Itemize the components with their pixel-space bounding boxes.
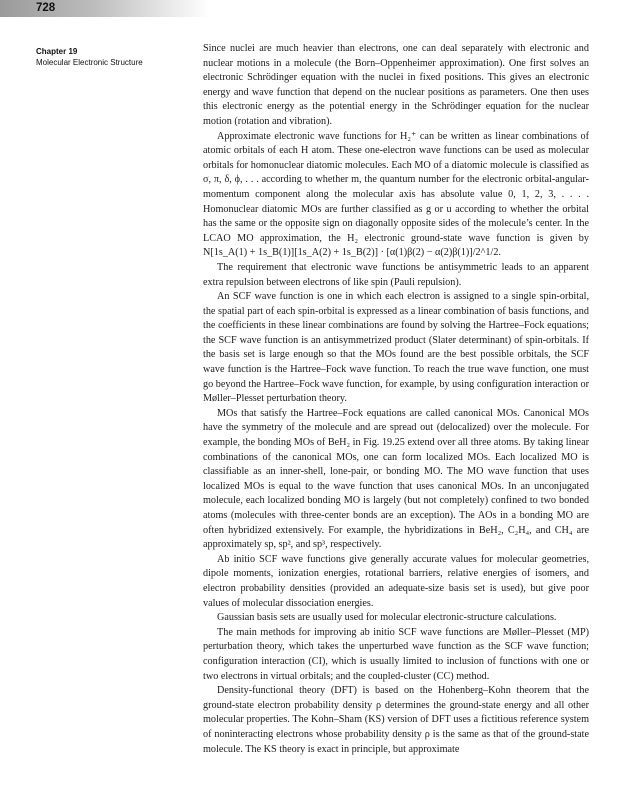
paragraph-scf: An SCF wave function is one in which each electron is assigned to a single spin-orbital, the spatial part of each spin-orbital is expressed as a linear combination of basis functions, and the coefficients in these linear combinations are found by solving the Hartree–Fock equations; the SCF wave function is an antisymmetrized product (Slater determinant) of spin-orbitals. If the basis set is large enough so that the MOs found are the best possible orbitals, the SCF wave function is the Hartree–Fock wave function. To reach the true wave function, one must go beyond the Hartree–Fock wave function, for example, by using configuration interaction or Møller–Plesset perturbation theory. — [203, 291, 589, 405]
body-text — [203, 42, 589, 757]
paragraph-improving-scf: The main methods for improving ab initio SCF wave functions are Møller–Plesset (MP) perturbation theory, which takes the unperturbed wave function as the SCF wave function; configuration interaction (CI), which is usually limited to inclusion of functions with one or two electrons in virtual orbitals; and the coupled-cluster (CC) method. — [203, 626, 589, 682]
page-number: 728 — [36, 2, 56, 14]
chapter-label: Chapter 19 — [36, 47, 78, 56]
paragraph-canonical-mos: MOs that satisfy the Hartree–Fock equations are called canonical MOs. Canonical MOs have the symmetry of the molecule and are spread out (delocalized) over the molecule. For example, the bonding MOs of BeH₂ in Fig. 19.25 extend over all three atoms. By taking linear combinations of the canonical MOs, one can form localized MOs. Each localized MO is classifiable as an inner-shell, lone-pair, or bonding MO. The MO wave function that uses localized MOs is equal to the wave function that uses canonical MOs. In an unconjugated molecule, each localized bonding MO is largely (but not completely) confined to two bonded atoms (molecules with three-center bonds are an exception). The AOs in a bonding MO are often hybridized extensively. For example, the hybridizations in BeH₂, C₂H₄, and CH₄ are approximately sp, sp², and sp³, respectively. — [203, 407, 589, 551]
chapter-title: Molecular Electronic Structure — [36, 58, 143, 67]
paragraph-dft: Density-functional theory (DFT) is based on the Hohenberg–Kohn theorem that the ground-state electron probability density ρ determines the ground-state energy and all other molecular properties. The Kohn–Sham (KS) version of DFT uses a fictitious reference system of noninteracting electrons whose probability density ρ is the same as that of the ground-state molecule. The KS theory is exact in principle, but approximate — [203, 685, 589, 755]
paragraph-gaussian-basis: Gaussian basis sets are usually used for molecular electronic-structure calculations. — [217, 612, 557, 624]
page-number-bar — [0, 0, 210, 17]
paragraph-lcao: Approximate electronic wave functions for H₂⁺ can be written as linear combinations of atomic orbitals of each H atom. These one-electron wave functions can be used as molecular orbitals for homonuclear diatomic molecules. Each MO of a diatomic molecule is classified as σ, π, δ, ϕ, . . . according to whether m, the quantum number for the electronic orbital-angular-momentum component along the molecular axis has absolute value 0, 1, 2, 3, . . . . Homonuclear diatomic MOs are further classified as g or u according to whether the orbital has the same or the opposite sign on diagonally opposite sides of the molecule’s center. In the LCAO MO approximation, the H₂ electronic ground-state wave function is given by N[1s_A(1) + 1s_B(1)][1s_A(2) + 1s_B(2)] · [α(1)β(2) − α(2)β(1)]/2^1/2. — [203, 130, 589, 259]
paragraph-born-oppenheimer: Since nuclei are much heavier than electrons, one can deal separately with electronic and nuclear motions in a molecule (the Born–Oppenheimer approximation). One first solves an electronic Schrödinger equation with the nuclei in fixed positions. This gives an electronic energy and wave function that depend on the nuclear positions as parameters. One then uses this electronic energy as the potential energy in the Schrödinger equation for the nuclear motion (rotation and vibration). — [203, 43, 589, 127]
paragraph-ab-initio: Ab initio SCF wave functions give generally accurate values for molecular geometries, dipole moments, ionization energies, rotational barriers, relative energies of isomers, and electron probability densities (provided an adequate-size basis set is used), but give poor values of molecular dissociation energies. — [203, 553, 589, 609]
paragraph-antisymmetry: The requirement that electronic wave functions be antisymmetric leads to an apparent extra repulsion between electrons of like spin (Pauli repulsion). — [203, 261, 589, 288]
